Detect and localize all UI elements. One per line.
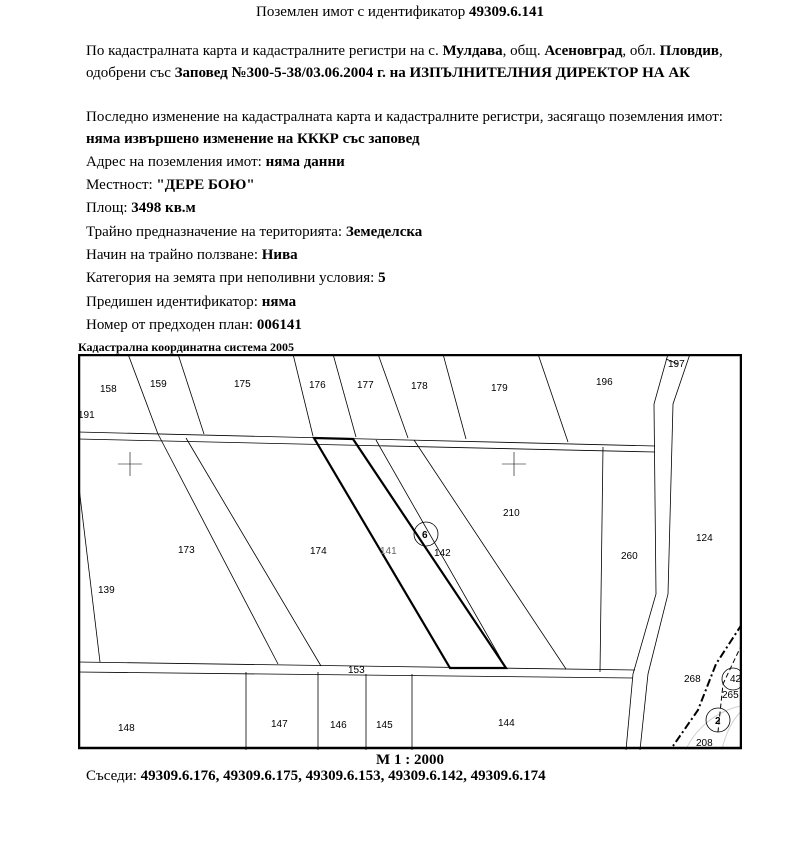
field-category: [86, 268, 386, 288]
field-previous-plan: [86, 315, 302, 335]
parcel-label: 260: [621, 551, 638, 562]
field-value: 5: [378, 270, 386, 286]
field-label: Площ:: [86, 200, 132, 216]
parcel-label: 176: [309, 380, 326, 391]
field-value: 006141: [256, 317, 302, 333]
property-id: 49309.6.141: [468, 4, 544, 20]
approval-order: Заповед №300-5-38/03.06.2004 г. на ИЗПЪЛНИТЕЛНИЯ ДИРЕКТОР НА АК: [174, 65, 691, 81]
parcel-label: 144: [498, 718, 515, 729]
parcel-label: 210: [503, 508, 520, 519]
parcel-label: 179: [491, 383, 508, 394]
last-change-value: няма извършено изменение на КККР със заповед: [86, 131, 420, 147]
last-change-label: Последно изменение на кадастралната карта и кадастралните регистри, засягащо поземления имот:: [86, 109, 723, 125]
field-address: [86, 152, 345, 172]
field-value: Земеделска: [345, 224, 423, 240]
parcel-label: 177: [357, 380, 374, 391]
parcel-label: 159: [150, 379, 167, 390]
last-change-paragraph: [86, 106, 746, 150]
field-value: 3498 кв.м: [131, 200, 196, 216]
field-label: Начин на трайно ползване:: [86, 247, 262, 263]
field-purpose: [86, 222, 422, 242]
neighbors-label: Съседи:: [86, 768, 141, 784]
parcel-label: 174: [310, 546, 327, 557]
parcel-label-main: 141: [380, 546, 397, 557]
parcel-label: 265: [722, 690, 739, 701]
field-usage: [86, 245, 298, 265]
approval-text-4: , одобрени със: [86, 43, 723, 81]
field-label: Местност:: [86, 177, 157, 193]
field-label: Адрес на поземления имот:: [86, 154, 266, 170]
parcel-label: 196: [596, 377, 613, 388]
municipality-name: Асеновград: [544, 43, 623, 59]
parcel-label: 158: [100, 384, 117, 395]
document-title: [0, 4, 800, 21]
parcel-label: 175: [234, 379, 251, 390]
map-caption: Кадастрална координатна система 2005: [78, 340, 294, 354]
field-label: Категория на земята при неполивни условия:: [86, 270, 379, 286]
neighbors-line: [86, 768, 546, 785]
field-label: Трайно предназначение на територията:: [86, 224, 346, 240]
neighbors-value: 49309.6.176, 49309.6.175, 49309.6.153, 49309.6.142, 49309.6.174: [140, 768, 546, 784]
field-value: Нива: [261, 247, 298, 263]
approval-text-2: , общ.: [502, 43, 545, 59]
field-locality: [86, 175, 255, 195]
marker-label: 2: [715, 716, 721, 727]
field-value: няма данни: [265, 154, 345, 170]
field-label: Предишен идентификатор:: [86, 294, 262, 310]
parcel-label: 145: [376, 720, 393, 731]
parcel-label: 42: [730, 674, 742, 685]
parcel-label: 146: [330, 720, 347, 731]
parcel-label: 191: [78, 410, 95, 421]
crosshair-icon: [118, 452, 526, 476]
cadastral-map: [78, 354, 742, 750]
map-scale: М 1 : 2000: [376, 752, 444, 768]
title-prefix: Поземлен имот с идентификатор: [256, 4, 469, 20]
parcel-label: 178: [411, 381, 428, 392]
parcel-label: 208: [696, 738, 713, 749]
approval-paragraph: [86, 40, 746, 84]
approval-text-3: , обл.: [622, 43, 660, 59]
field-value: "ДЕРЕ БОЮ": [156, 177, 255, 193]
province-name: Пловдив: [659, 43, 719, 59]
parcel-label: 142: [434, 548, 451, 559]
parcel-label: 153: [348, 665, 365, 676]
approval-text-1: По кадастралната карта и кадастралните регистри на с.: [86, 43, 443, 59]
parcel-label: 147: [271, 719, 288, 730]
parcel-label: 268: [684, 674, 701, 685]
marker-label: 6: [422, 530, 428, 541]
parcel-label: 197: [668, 359, 685, 370]
field-value: няма: [261, 294, 297, 310]
parcel-label: 148: [118, 723, 135, 734]
parcel-label: 139: [98, 585, 115, 596]
village-name: Мулдава: [442, 43, 503, 59]
field-area: [86, 198, 196, 218]
field-previous-id: [86, 292, 296, 312]
highlighted-parcel: [314, 438, 506, 668]
parcel-label: 124: [696, 533, 713, 544]
field-label: Номер от предходен план:: [86, 317, 257, 333]
parcel-label: 173: [178, 545, 195, 556]
boundary-line: [673, 624, 742, 746]
